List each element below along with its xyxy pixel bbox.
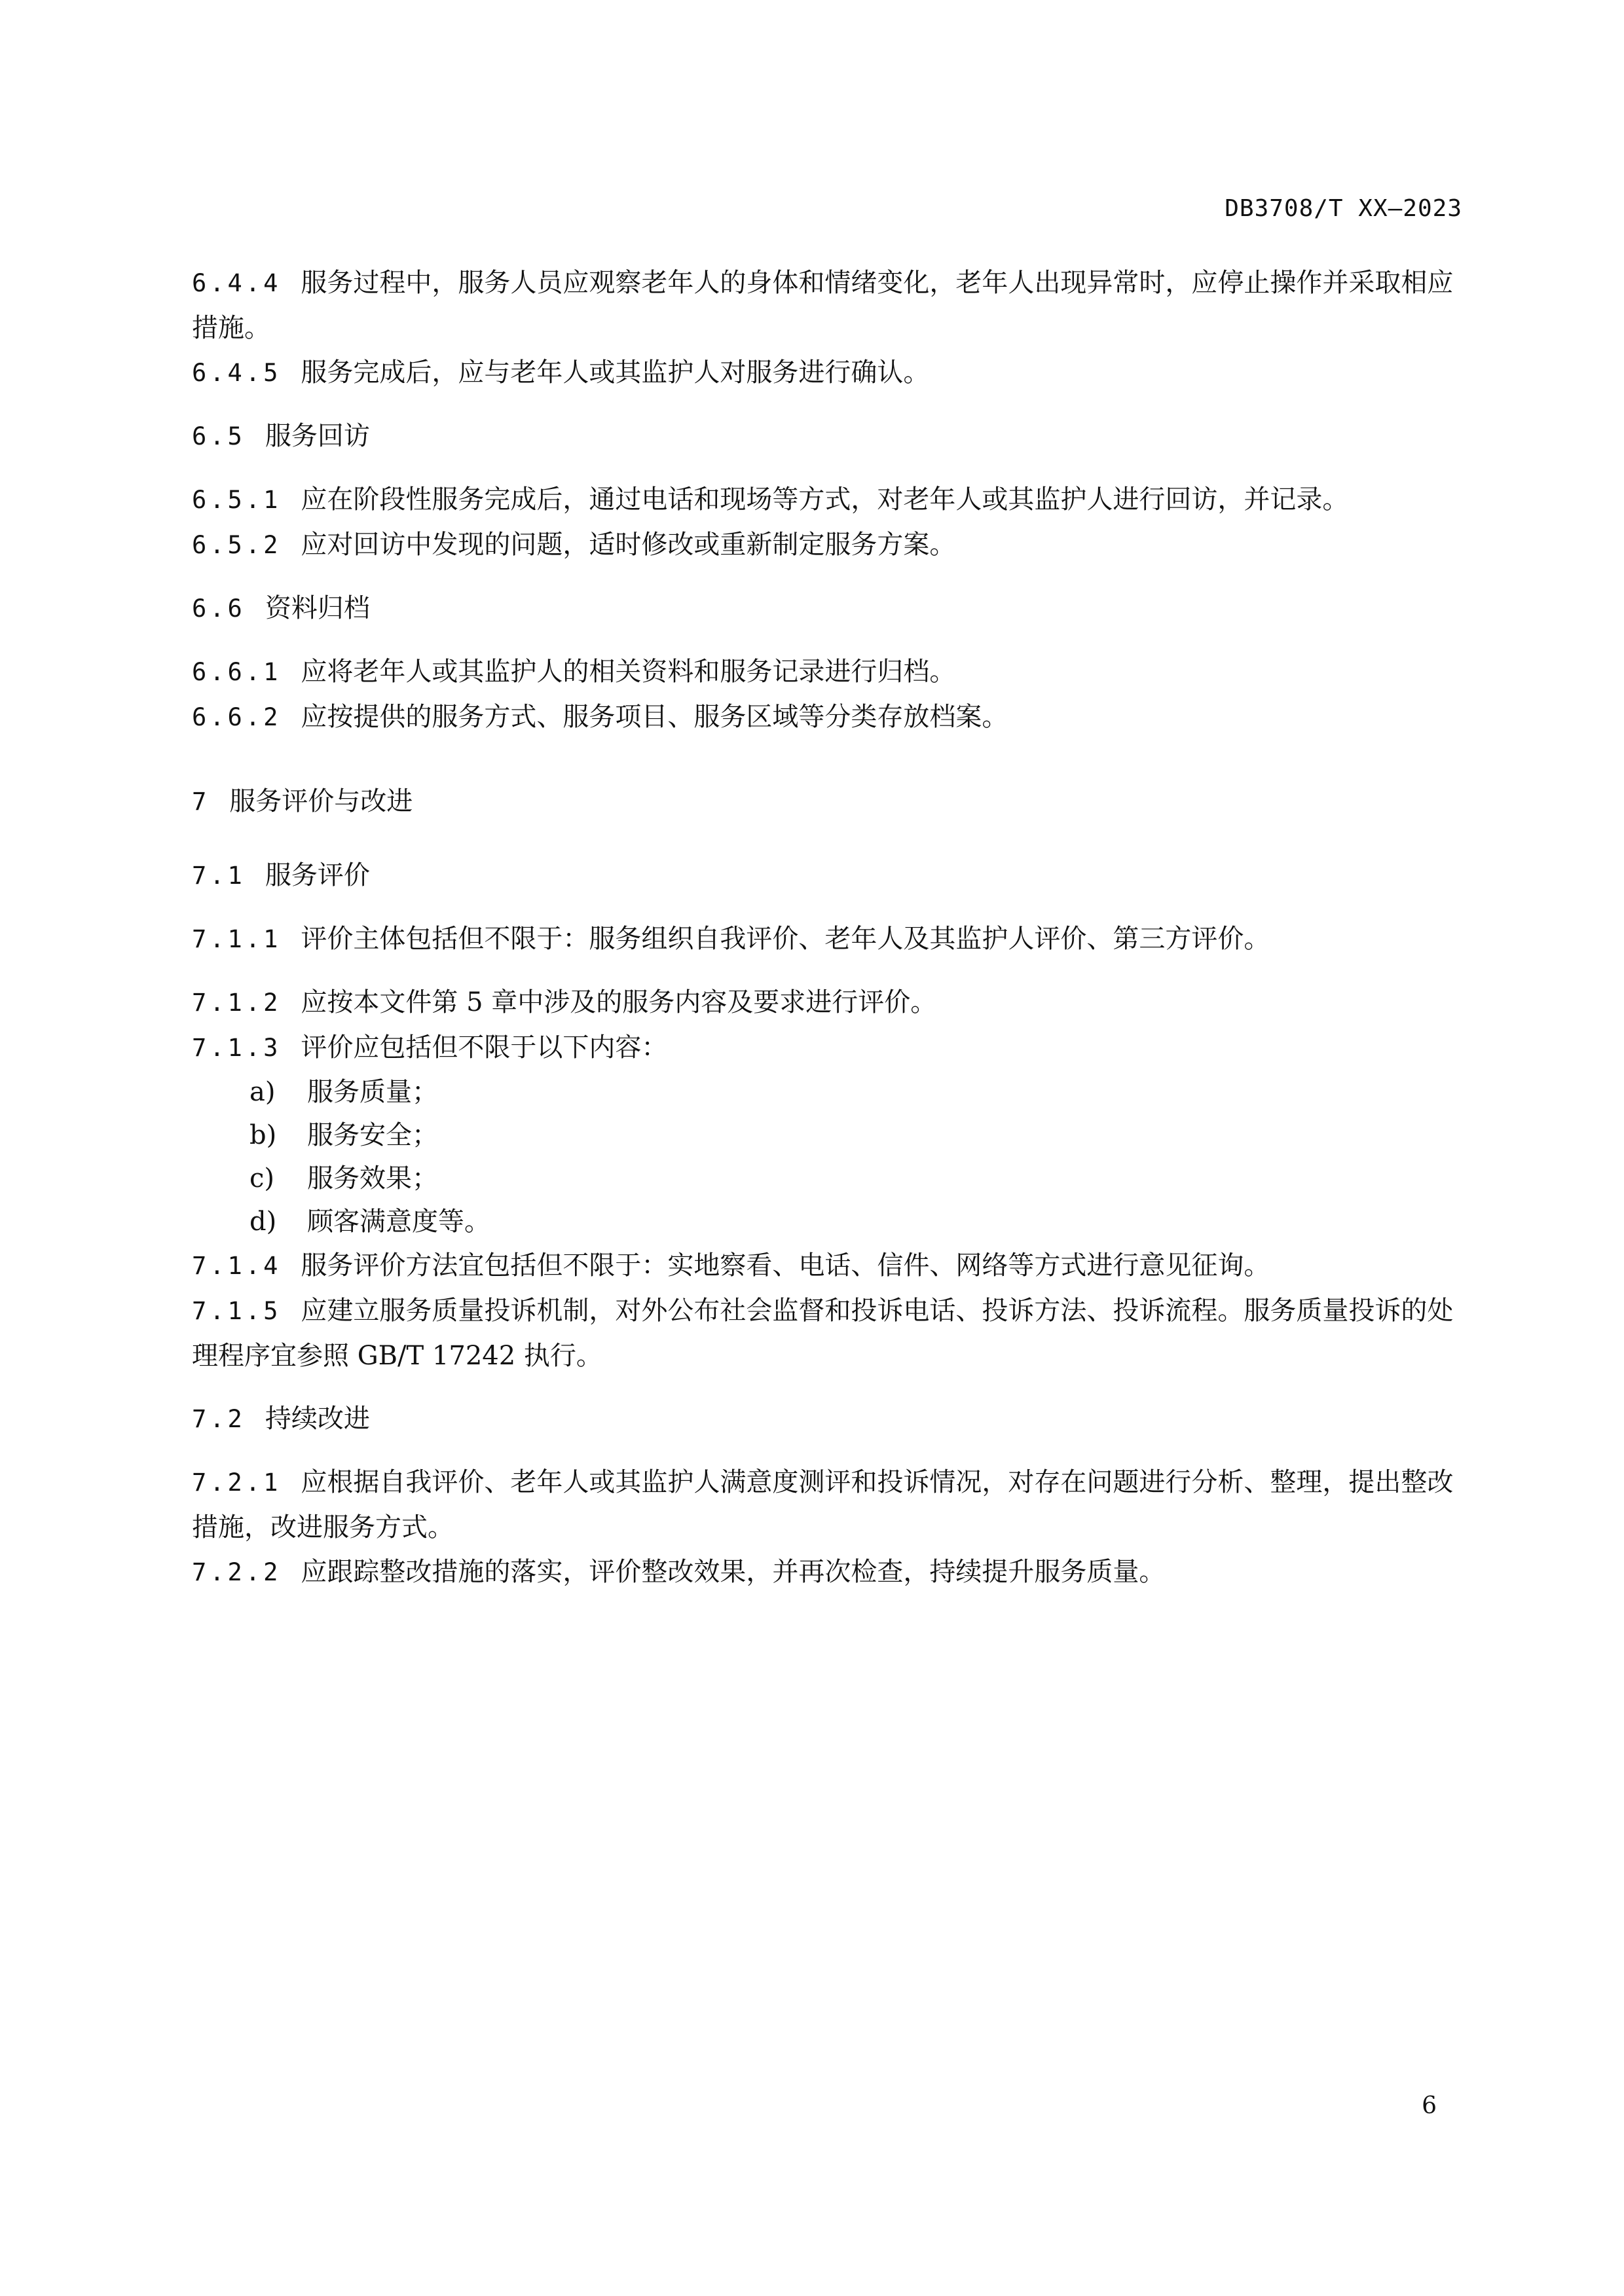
document-body (192, 261, 1462, 1595)
list-item-text: 服务安全； (307, 1120, 438, 1150)
list-marker: c) (249, 1163, 275, 1194)
clause-number: 7.1.4 (192, 1252, 282, 1280)
list-item (192, 1114, 1462, 1157)
heading-7 (192, 779, 1462, 824)
clause-number: 7.1.5 (192, 1297, 282, 1325)
clause-7-1-1 (192, 917, 1462, 962)
clause-number: 7.1.3 (192, 1034, 282, 1062)
list-marker: b) (249, 1120, 277, 1150)
clause-number: 7.2.2 (192, 1558, 282, 1586)
clause-text: 评价主体包括但不限于：服务组织自我评价、老年人及其监护人评价、第三方评价。 (301, 924, 1270, 954)
list-item-text: 顾客满意度等。 (307, 1207, 490, 1237)
heading-6-6 (192, 586, 1462, 631)
clause-text: 服务评价方法宜包括但不限于：实地察看、电话、信件、网络等方式进行意见征询。 (301, 1250, 1270, 1281)
clause-number: 6.5.1 (192, 486, 282, 514)
clause-text: 应按提供的服务方式、服务项目、服务区域等分类存放档案。 (301, 702, 1008, 732)
list-item (192, 1070, 1462, 1114)
heading-title: 资料归档 (265, 593, 370, 623)
clause-text: 应建立服务质量投诉机制，对外公布社会监督和投诉电话、投诉方法、投诉流程。服务质量投诉的处理程序宜参照 GB/T 17242 执行。 (192, 1296, 1454, 1371)
clause-text: 评价应包括但不限于以下内容： (301, 1032, 668, 1063)
clause-6-4-4 (192, 261, 1462, 350)
heading-7-2 (192, 1396, 1462, 1442)
heading-title: 持续改进 (265, 1404, 370, 1434)
heading-number: 7.1 (192, 862, 246, 890)
page-number: 6 (1422, 2092, 1437, 2119)
clause-7-1-4 (192, 1243, 1462, 1288)
clause-6-6-1 (192, 649, 1462, 695)
clause-7-1-3 (192, 1025, 1462, 1070)
clause-6-4-5 (192, 350, 1462, 395)
list-item-text: 服务质量； (307, 1077, 438, 1107)
heading-7-1 (192, 853, 1462, 898)
clause-text: 服务过程中，服务人员应观察老年人的身体和情绪变化，老年人出现异常时，应停止操作并采取相应措施。 (192, 268, 1454, 343)
clause-text: 应根据自我评价、老年人或其监护人满意度测评和投诉情况，对存在问题进行分析、整理，提出整改措施，改进服务方式。 (192, 1467, 1454, 1542)
document-code-header: DB3708/T XX—2023 (1225, 195, 1462, 222)
list-item (192, 1200, 1462, 1243)
heading-6-5 (192, 414, 1462, 459)
clause-number: 6.4.5 (192, 359, 282, 387)
list-item-text: 服务效果； (307, 1163, 438, 1194)
list-item (192, 1157, 1462, 1200)
clause-7-1-5 (192, 1288, 1462, 1378)
list-marker: a) (249, 1077, 276, 1107)
clause-number: 7.2.1 (192, 1468, 282, 1497)
clause-6-5-1 (192, 477, 1462, 522)
clause-6-5-2 (192, 522, 1462, 568)
clause-text: 应对回访中发现的问题，适时修改或重新制定服务方案。 (301, 530, 956, 560)
clause-7-2-1 (192, 1460, 1462, 1550)
clause-number: 7.1.1 (192, 925, 282, 953)
clause-6-6-2 (192, 695, 1462, 740)
heading-title: 服务评价与改进 (229, 786, 413, 816)
heading-number: 7.2 (192, 1405, 246, 1433)
heading-number: 7 (192, 788, 210, 816)
clause-number: 6.5.2 (192, 531, 282, 559)
clause-7-2-2 (192, 1550, 1462, 1595)
heading-title: 服务回访 (265, 421, 370, 451)
clause-text: 应按本文件第 5 章中涉及的服务内容及要求进行评价。 (301, 987, 937, 1017)
clause-text: 应在阶段性服务完成后，通过电话和现场等方式，对老年人或其监护人进行回访，并记录。 (301, 484, 1349, 515)
clause-text: 应跟踪整改措施的落实，评价整改效果，并再次检查，持续提升服务质量。 (301, 1557, 1166, 1587)
heading-title: 服务评价 (265, 860, 370, 890)
clause-number: 7.1.2 (192, 989, 282, 1017)
clause-number: 6.6.1 (192, 658, 282, 686)
clause-text: 应将老年人或其监护人的相关资料和服务记录进行归档。 (301, 657, 956, 687)
clause-number: 6.4.4 (192, 269, 282, 297)
list-marker: d) (249, 1207, 277, 1237)
heading-number: 6.5 (192, 422, 246, 450)
clause-text: 服务完成后，应与老年人或其监护人对服务进行确认。 (301, 357, 930, 388)
heading-number: 6.6 (192, 594, 246, 623)
clause-number: 6.6.2 (192, 703, 282, 731)
clause-7-1-2 (192, 980, 1462, 1025)
